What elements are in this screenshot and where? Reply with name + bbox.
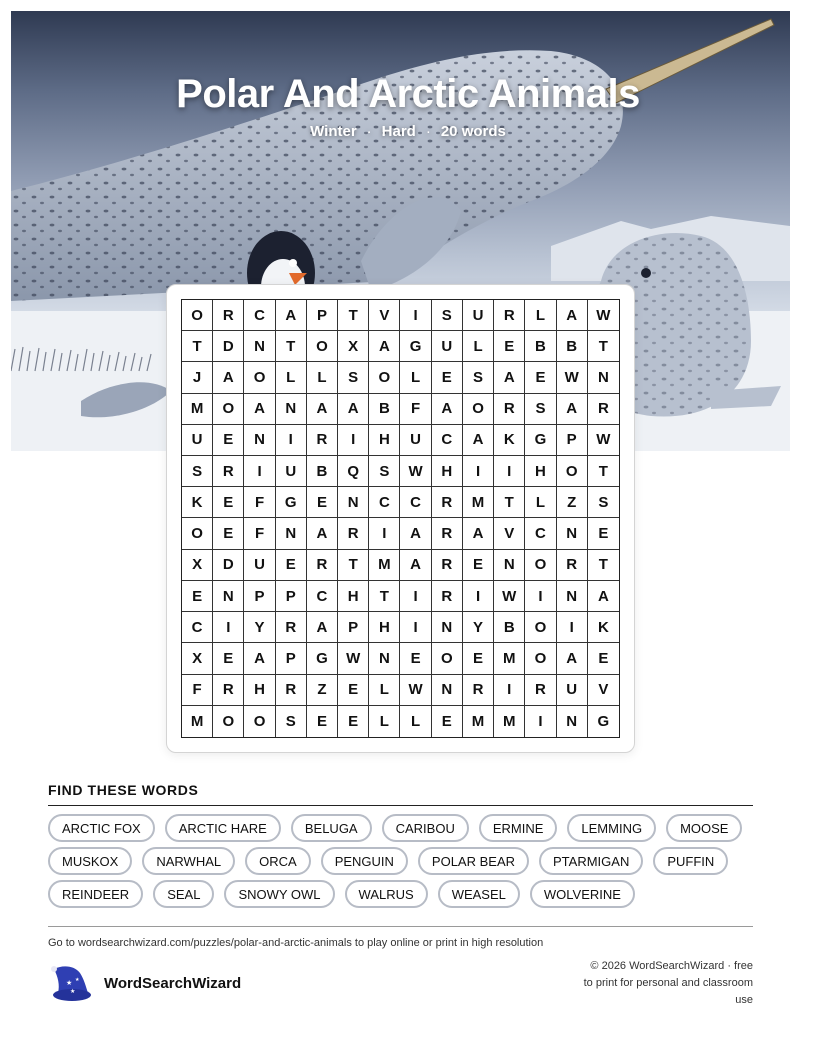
grid-cell[interactable]: O: [182, 300, 213, 331]
grid-cell[interactable]: B: [369, 394, 400, 425]
svg-text:★: ★: [75, 977, 80, 983]
grid-cell[interactable]: I: [400, 581, 431, 612]
grid-cell[interactable]: E: [213, 518, 244, 549]
grid-cell[interactable]: V: [588, 675, 619, 706]
grid-cell[interactable]: D: [213, 550, 244, 581]
grid-cell[interactable]: R: [276, 675, 307, 706]
grid-cell[interactable]: N: [338, 487, 369, 518]
svg-text:★: ★: [70, 989, 76, 995]
grid-cell[interactable]: E: [400, 643, 431, 674]
grid-cell[interactable]: L: [463, 331, 494, 362]
grid-cell[interactable]: M: [463, 706, 494, 737]
grid-cell[interactable]: R: [432, 518, 463, 549]
word-pill: POLAR BEAR: [418, 847, 529, 875]
grid-cell[interactable]: A: [557, 300, 588, 331]
grid-cell[interactable]: C: [400, 487, 431, 518]
grid-cell[interactable]: N: [557, 581, 588, 612]
word-pill: WEASEL: [438, 880, 520, 908]
grid-cell[interactable]: D: [213, 331, 244, 362]
word-bank-row: [48, 814, 753, 842]
grid-cell[interactable]: U: [432, 331, 463, 362]
grid-cell[interactable]: C: [307, 581, 338, 612]
grid-cell[interactable]: I: [400, 300, 431, 331]
grid-cell[interactable]: H: [338, 581, 369, 612]
grid-cell[interactable]: U: [244, 550, 275, 581]
grid-cell[interactable]: T: [588, 331, 619, 362]
grid-cell[interactable]: R: [213, 300, 244, 331]
grid-cell[interactable]: I: [494, 456, 525, 487]
grid-cell[interactable]: L: [400, 706, 431, 737]
grid-cell[interactable]: R: [432, 550, 463, 581]
letter-grid[interactable]: [181, 299, 620, 738]
grid-cell[interactable]: P: [276, 643, 307, 674]
grid-cell[interactable]: A: [307, 394, 338, 425]
grid-cell[interactable]: E: [494, 331, 525, 362]
grid-cell[interactable]: T: [182, 331, 213, 362]
grid-cell[interactable]: W: [557, 362, 588, 393]
grid-cell[interactable]: A: [307, 518, 338, 549]
grid-cell[interactable]: H: [432, 456, 463, 487]
grid-cell[interactable]: E: [463, 550, 494, 581]
grid-cell[interactable]: H: [244, 675, 275, 706]
grid-cell[interactable]: P: [276, 581, 307, 612]
grid-cell[interactable]: A: [588, 581, 619, 612]
word-pill: NARWHAL: [142, 847, 235, 875]
grid-cell[interactable]: E: [432, 706, 463, 737]
grid-cell[interactable]: G: [597, 712, 610, 730]
grid-cell[interactable]: O: [525, 612, 556, 643]
grid-cell[interactable]: P: [557, 425, 588, 456]
grid-cell[interactable]: S: [525, 394, 556, 425]
puzzle-meta: [0, 123, 816, 140]
grid-cell[interactable]: R: [494, 394, 525, 425]
grid-cell[interactable]: O: [307, 331, 338, 362]
theme-label: Winter: [310, 123, 357, 140]
divider: [48, 805, 753, 806]
grid-cell[interactable]: G: [276, 487, 307, 518]
grid-cell[interactable]: V: [494, 518, 525, 549]
grid-cell[interactable]: A: [369, 331, 400, 362]
grid-cell[interactable]: E: [182, 581, 213, 612]
separator-dot: ·: [366, 123, 372, 140]
word-pill: PTARMIGAN: [539, 847, 643, 875]
divider: [48, 926, 753, 927]
grid-cell[interactable]: R: [307, 425, 338, 456]
grid-cell[interactable]: E: [463, 643, 494, 674]
word-pill: PENGUIN: [321, 847, 408, 875]
word-pill: WALRUS: [345, 880, 428, 908]
grid-cell[interactable]: L: [276, 362, 307, 393]
grid-cell[interactable]: K: [494, 425, 525, 456]
grid-cell[interactable]: O: [182, 518, 213, 549]
word-pill: WOLVERINE: [530, 880, 635, 908]
grid-cell[interactable]: O: [432, 643, 463, 674]
grid-cell[interactable]: N: [369, 643, 400, 674]
grid-cell[interactable]: L: [307, 362, 338, 393]
grid-cell[interactable]: F: [244, 518, 275, 549]
grid-cell[interactable]: N: [244, 331, 275, 362]
word-pill: ORCA: [245, 847, 311, 875]
grid-cell[interactable]: N: [213, 581, 244, 612]
grid-cell[interactable]: G: [525, 425, 556, 456]
word-pill: LEMMING: [567, 814, 656, 842]
grid-cell[interactable]: P: [338, 612, 369, 643]
grid-cell[interactable]: N: [244, 425, 275, 456]
grid-cell[interactable]: F: [400, 394, 431, 425]
grid-cell[interactable]: O: [557, 456, 588, 487]
grid-cell[interactable]: S: [338, 362, 369, 393]
grid-cell[interactable]: I: [213, 612, 244, 643]
grid-cell[interactable]: S: [588, 487, 619, 518]
grid-cell[interactable]: E: [432, 362, 463, 393]
grid-cell[interactable]: L: [369, 706, 400, 737]
word-pill: CARIBOU: [382, 814, 469, 842]
grid-cell[interactable]: U: [557, 675, 588, 706]
grid-cell[interactable]: S: [276, 706, 307, 737]
grid-cell[interactable]: B: [557, 331, 588, 362]
grid-cell[interactable]: M: [182, 394, 213, 425]
grid-cell[interactable]: N: [557, 518, 588, 549]
grid-cell[interactable]: I: [244, 456, 275, 487]
grid-cell[interactable]: A: [400, 518, 431, 549]
grid-cell[interactable]: W: [338, 643, 369, 674]
grid-cell[interactable]: E: [213, 425, 244, 456]
grid-cell[interactable]: E: [213, 643, 244, 674]
grid-cell[interactable]: W: [588, 300, 619, 331]
wizard-hat-icon: [48, 963, 92, 1003]
grid-cell[interactable]: O: [244, 362, 275, 393]
word-pill: ARCTIC HARE: [165, 814, 281, 842]
grid-cell[interactable]: L: [525, 300, 556, 331]
grid-cell[interactable]: S: [182, 456, 213, 487]
grid-cell[interactable]: G: [307, 643, 338, 674]
grid-cell[interactable]: R: [525, 675, 556, 706]
grid-cell[interactable]: M: [182, 706, 213, 737]
grid-cell[interactable]: W: [494, 581, 525, 612]
grid-cell[interactable]: P: [244, 581, 275, 612]
grid-cell[interactable]: L: [369, 675, 400, 706]
grid-cell[interactable]: U: [182, 425, 213, 456]
grid-cell[interactable]: L: [525, 487, 556, 518]
grid-cell[interactable]: C: [244, 300, 275, 331]
grid-cell[interactable]: N: [494, 550, 525, 581]
grid-cell[interactable]: R: [338, 518, 369, 549]
grid-cell[interactable]: R: [307, 550, 338, 581]
word-pill: SEAL: [153, 880, 214, 908]
grid-cell[interactable]: A: [400, 550, 431, 581]
grid-cell[interactable]: X: [182, 643, 213, 674]
grid-cell[interactable]: W: [588, 425, 619, 456]
grid-cell[interactable]: R: [463, 675, 494, 706]
grid-cell[interactable]: C: [525, 518, 556, 549]
grid-cell[interactable]: S: [369, 456, 400, 487]
grid-cell[interactable]: A: [213, 362, 244, 393]
grid-cell[interactable]: N: [588, 362, 619, 393]
grid-cell[interactable]: K: [182, 487, 213, 518]
grid-cell[interactable]: O: [463, 394, 494, 425]
grid-cell[interactable]: A: [463, 518, 494, 549]
word-bank-row: [48, 847, 753, 875]
grid-cell[interactable]: L: [400, 362, 431, 393]
grid-cell[interactable]: Y: [463, 612, 494, 643]
grid-cell[interactable]: E: [338, 706, 369, 737]
word-bank-heading: FIND THESE WORDS: [48, 782, 199, 798]
grid-cell[interactable]: N: [432, 675, 463, 706]
grid-cell[interactable]: O: [369, 362, 400, 393]
grid-cell[interactable]: Y: [244, 612, 275, 643]
grid-cell[interactable]: M: [463, 487, 494, 518]
grid-cell[interactable]: T: [276, 331, 307, 362]
grid-cell[interactable]: S: [463, 362, 494, 393]
grid-cell[interactable]: T: [588, 550, 619, 581]
grid-cell[interactable]: H: [369, 425, 400, 456]
grid-cell[interactable]: G: [400, 331, 431, 362]
grid-cell[interactable]: J: [182, 362, 213, 393]
grid-cell[interactable]: R: [432, 581, 463, 612]
page-title: Polar And Arctic Animals: [176, 72, 640, 116]
grid-cell[interactable]: R: [588, 394, 619, 425]
grid-cell[interactable]: N: [432, 612, 463, 643]
grid-cell[interactable]: V: [369, 300, 400, 331]
grid-cell[interactable]: E: [338, 675, 369, 706]
grid-cell[interactable]: R: [276, 612, 307, 643]
grid-cell[interactable]: K: [588, 612, 619, 643]
copyright-text: © 2026 WordSearchWizard · free to print for personal and classroom use: [583, 960, 753, 1006]
word-pill: ERMINE: [479, 814, 558, 842]
word-pill: MUSKOX: [48, 847, 132, 875]
grid-cell[interactable]: M: [369, 550, 400, 581]
grid-cell[interactable]: N: [557, 706, 588, 737]
word-pill: MOOSE: [666, 814, 742, 842]
grid-cell[interactable]: A: [432, 394, 463, 425]
grid-cell[interactable]: M: [494, 643, 525, 674]
grid-cell[interactable]: X: [182, 550, 213, 581]
grid-cell[interactable]: E: [588, 518, 619, 549]
difficulty-label: Hard: [381, 123, 416, 140]
grid-cell[interactable]: S: [432, 300, 463, 331]
grid-cell[interactable]: O: [525, 643, 556, 674]
grid-cell[interactable]: W: [400, 456, 431, 487]
grid-cell[interactable]: I: [463, 581, 494, 612]
grid-cell[interactable]: A: [338, 394, 369, 425]
grid-cell[interactable]: B: [307, 456, 338, 487]
grid-cell[interactable]: I: [276, 425, 307, 456]
word-pill: REINDEER: [48, 880, 143, 908]
grid-cell[interactable]: I: [369, 518, 400, 549]
brand: [48, 963, 241, 1003]
grid-cell[interactable]: I: [338, 425, 369, 456]
grid-cell[interactable]: N: [276, 394, 307, 425]
grid-cell[interactable]: B: [494, 612, 525, 643]
grid-cell[interactable]: A: [276, 300, 307, 331]
grid-cell[interactable]: E: [213, 487, 244, 518]
word-pill: ARCTIC FOX: [48, 814, 155, 842]
grid-cell[interactable]: A: [463, 425, 494, 456]
footer-url-text: Go to wordsearchwizard.com/puzzles/polar-and-arctic-animals to play online or print in high resolution: [48, 937, 544, 949]
word-pill: PUFFIN: [653, 847, 728, 875]
grid-cell[interactable]: R: [494, 300, 525, 331]
grid-cell[interactable]: E: [307, 487, 338, 518]
grid-cell[interactable]: Z: [307, 675, 338, 706]
grid-cell[interactable]: C: [369, 487, 400, 518]
grid-cell[interactable]: A: [494, 362, 525, 393]
grid-cell[interactable]: T: [494, 487, 525, 518]
grid-cell[interactable]: I: [494, 675, 525, 706]
grid-cell[interactable]: N: [276, 518, 307, 549]
grid-cell[interactable]: Z: [557, 487, 588, 518]
grid-cell[interactable]: E: [276, 550, 307, 581]
grid-cell[interactable]: T: [588, 456, 619, 487]
grid-cell[interactable]: T: [369, 581, 400, 612]
grid-cell[interactable]: T: [338, 550, 369, 581]
grid-cell[interactable]: U: [463, 300, 494, 331]
grid-cell[interactable]: R: [213, 675, 244, 706]
grid-cell[interactable]: F: [244, 487, 275, 518]
grid-cell[interactable]: C: [182, 612, 213, 643]
grid-cell[interactable]: A: [557, 394, 588, 425]
grid-cell[interactable]: T: [338, 300, 369, 331]
grid-cell[interactable]: C: [432, 425, 463, 456]
grid-cell[interactable]: F: [182, 675, 213, 706]
brand-name: WordSearchWizard: [104, 974, 242, 992]
grid-cell[interactable]: A: [244, 394, 275, 425]
grid-cell[interactable]: A: [244, 643, 275, 674]
grid-cell[interactable]: M: [494, 706, 525, 737]
grid-cell[interactable]: H: [525, 456, 556, 487]
word-pill: SNOWY OWL: [224, 880, 334, 908]
grid-cell[interactable]: Q: [338, 456, 369, 487]
grid-cell[interactable]: E: [525, 362, 556, 393]
word-count-label: 20 words: [440, 123, 506, 140]
grid-cell[interactable]: I: [400, 612, 431, 643]
grid-cell[interactable]: E: [588, 643, 619, 674]
grid-cell[interactable]: O: [244, 706, 275, 737]
grid-cell[interactable]: R: [432, 487, 463, 518]
grid-cell[interactable]: O: [213, 394, 244, 425]
grid-cell[interactable]: I: [463, 456, 494, 487]
grid-cell[interactable]: E: [307, 706, 338, 737]
grid-cell[interactable]: U: [276, 456, 307, 487]
grid-cell[interactable]: A: [307, 612, 338, 643]
grid-cell[interactable]: P: [307, 300, 338, 331]
word-bank: [48, 814, 753, 913]
grid-cell[interactable]: X: [338, 331, 369, 362]
grid-cell[interactable]: I: [557, 612, 588, 643]
grid-cell[interactable]: R: [213, 456, 244, 487]
grid-cell[interactable]: I: [525, 581, 556, 612]
grid-cell[interactable]: W: [400, 675, 431, 706]
grid-cell[interactable]: R: [557, 550, 588, 581]
grid-cell[interactable]: I: [525, 706, 556, 737]
grid-cell[interactable]: H: [369, 612, 400, 643]
separator-dot: ·: [425, 123, 431, 140]
svg-text:★: ★: [66, 980, 73, 987]
grid-cell[interactable]: B: [525, 331, 556, 362]
word-pill: BELUGA: [291, 814, 372, 842]
grid-cell[interactable]: O: [525, 550, 556, 581]
grid-cell[interactable]: O: [213, 706, 244, 737]
grid-cell[interactable]: U: [400, 425, 431, 456]
word-bank-row: [48, 880, 753, 908]
grid-cell[interactable]: A: [557, 643, 588, 674]
